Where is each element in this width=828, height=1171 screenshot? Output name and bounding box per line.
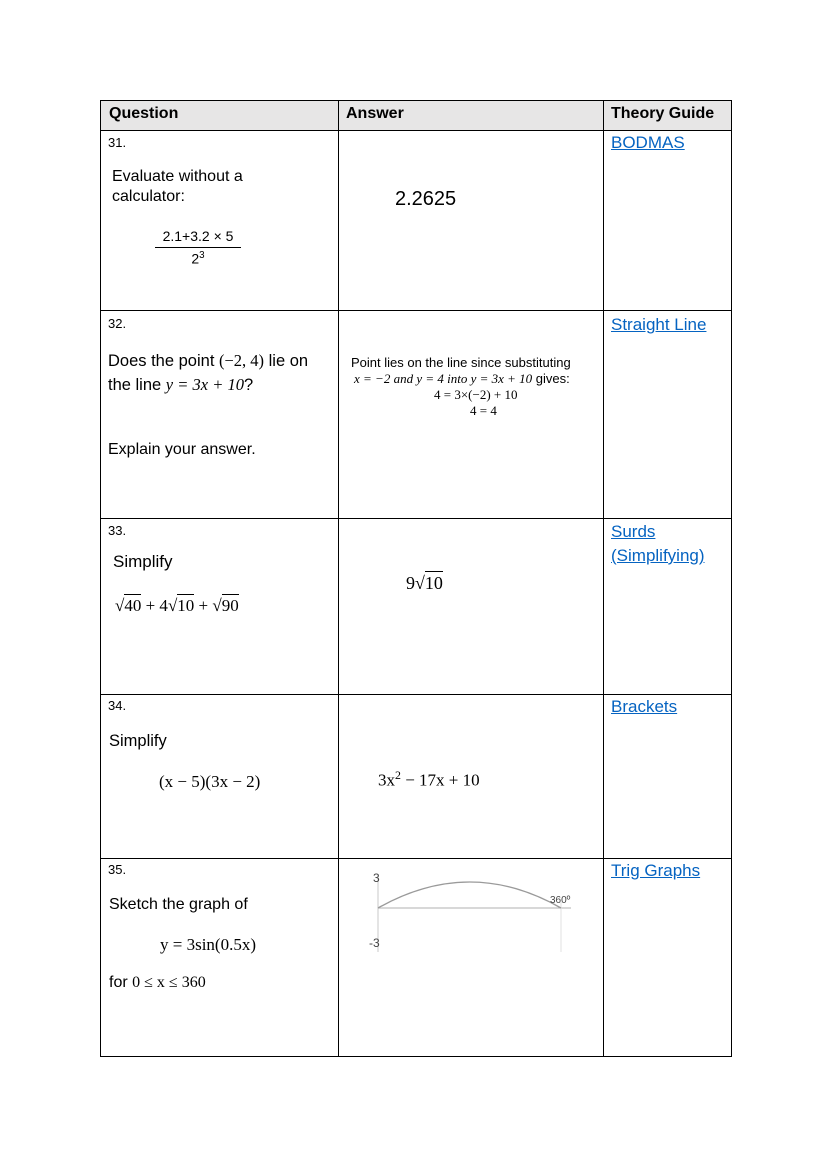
guide-link-brackets[interactable]: Brackets	[611, 697, 678, 716]
row-divider	[101, 694, 731, 695]
answer-text: x = −2 and y = 4 into y = 3x + 10 gives:	[354, 371, 570, 386]
fraction-expression	[155, 228, 241, 267]
question-number: 31.	[108, 135, 127, 150]
question-text: Sketch the graph of	[109, 896, 248, 913]
row-divider	[101, 518, 731, 519]
fraction-denominator: $2^3$	[191, 250, 205, 267]
graph-label-min: -3	[369, 936, 380, 950]
question-text: Evaluate without a	[112, 168, 243, 185]
fraction-numerator: 2.1+3.2 × 5	[162, 228, 234, 244]
guide-link-straight-line[interactable]: Straight Line	[611, 315, 707, 334]
graph-label-max: 3	[373, 871, 380, 885]
guide-link-bodmas[interactable]: BODMAS	[611, 133, 685, 152]
question-expression: (x − 5)(3x − 2)	[159, 772, 261, 791]
column-divider	[338, 101, 339, 1056]
answer-value: 9√10	[406, 573, 443, 593]
guide-link-surds-simplifying[interactable]: (Simplifying)	[611, 546, 705, 565]
question-text: Explain your answer.	[108, 441, 256, 458]
question-number: 34.	[108, 698, 127, 713]
row-divider	[101, 130, 731, 131]
graph-label-360: 360º	[550, 895, 571, 906]
surd-expression: √40 + 4√10 + √90	[115, 596, 239, 615]
question-text: calculator:	[112, 188, 185, 205]
answer-value: $3x^2 - 17x + 10$	[378, 768, 480, 790]
question-number: 32.	[108, 316, 127, 331]
question-text: the line y = 3x + 10?	[108, 375, 254, 394]
answer-value: 2.2625	[395, 188, 457, 210]
answer-equation: 4 = 3×(−2) + 10	[434, 387, 518, 402]
answer-text: Point lies on the line since substituting	[351, 355, 571, 370]
column-divider	[603, 101, 604, 1056]
question-number: 35.	[108, 862, 127, 877]
header-question: Question	[109, 105, 179, 122]
header-answer: Answer	[346, 105, 404, 122]
question-number: 33.	[108, 523, 127, 538]
question-range: for 0 ≤ x ≤ 360	[109, 974, 206, 991]
sine-graph-sketch	[359, 866, 599, 961]
sine-curve	[378, 882, 561, 908]
question-text: Simplify	[109, 732, 167, 750]
row-divider	[101, 310, 731, 311]
answer-equation: 4 = 4	[470, 403, 497, 418]
guide-link-trig-graphs[interactable]: Trig Graphs	[611, 861, 701, 880]
question-expression: y = 3sin(0.5x)	[160, 935, 256, 954]
guide-link-surds[interactable]: Surds	[611, 522, 656, 541]
row-divider	[101, 858, 731, 859]
header-theory-guide: Theory Guide	[611, 105, 715, 122]
worksheet-table	[100, 100, 732, 1057]
question-text: Does the point (−2, 4) lie on	[108, 351, 309, 370]
question-text: Simplify	[113, 552, 173, 571]
